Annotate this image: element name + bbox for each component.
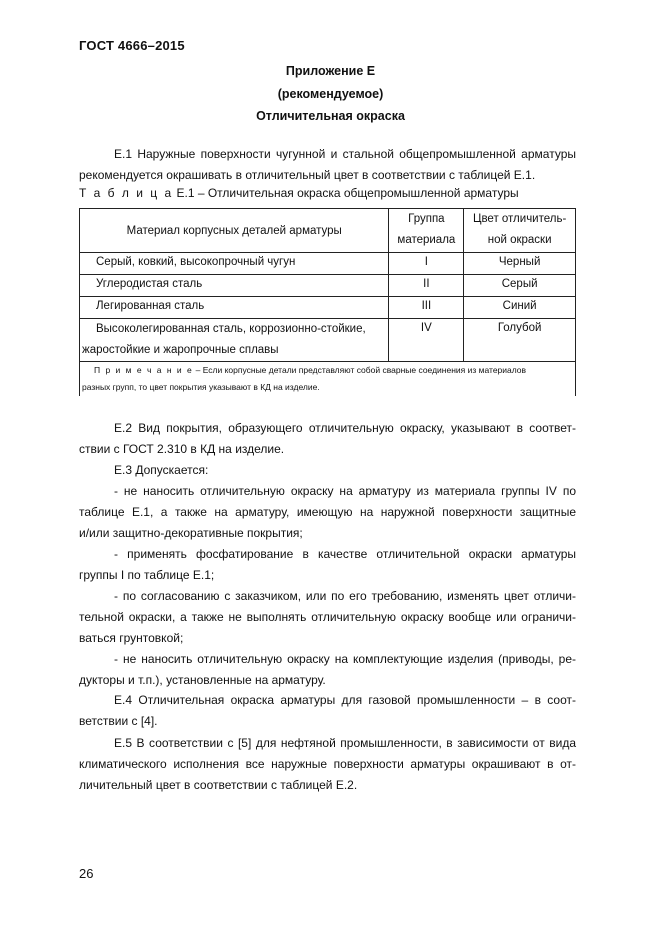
cell-group: III: [389, 297, 464, 319]
cell-material-line1: Высоколегированная сталь, коррозионно-стойкие,: [96, 323, 366, 335]
table-row: [80, 253, 576, 275]
bullet-line: - применять фосфатирование в качестве отличительной окраски арматуры: [114, 547, 576, 561]
paragraph-line: климатического исполнения все наружные поверхности арматуры окрашивают в от-: [79, 757, 576, 771]
note-line1: [82, 362, 571, 379]
bullet-line: группы I по таблице Е.1;: [79, 568, 215, 582]
table-header-row: [80, 209, 576, 253]
header-group-line2: материала: [397, 234, 456, 246]
paragraph-line: личительный цвет в соответствии с таблицей Е.2.: [79, 778, 358, 792]
header-group-line1: Группа: [408, 213, 445, 225]
appendix-subject: Отличительная окраска: [256, 109, 405, 123]
table-note: [80, 362, 576, 397]
cell-material: Серый, ковкий, высокопрочный чугун: [80, 253, 389, 275]
bullet-line: дукторы и т.п.), установленные на арматуру.: [79, 673, 326, 687]
table-caption-text: Е.1 – Отличительная окраска общепромышленной арматуры: [176, 186, 519, 200]
paragraph-line: Е.1 Наружные поверхности чугунной и стальной общепромышленной арматуры: [114, 147, 576, 161]
table-note-row: [80, 362, 576, 397]
cell-material-line2: жаростойкие и жаропрочные сплавы: [82, 344, 279, 356]
paragraph-line: ветствии с [4].: [79, 714, 158, 728]
paragraph-line: Е.3 Допускается:: [114, 463, 209, 477]
color-table: [79, 208, 576, 396]
cell-material: Углеродистая сталь: [80, 275, 389, 297]
paragraph-line: Е.4 Отличительная окраска арматуры для газовой промышленности – в соот-: [114, 693, 576, 707]
note-prefix: П р и м е ч а н и е: [94, 365, 194, 375]
cell-group: II: [389, 275, 464, 297]
cell-material: [80, 319, 389, 362]
table-caption-prefix: Т а б л и ц а: [79, 186, 174, 200]
bullet-line: - не наносить отличительную окраску на арматуру из материала группы IV по: [114, 484, 576, 498]
table-row: [80, 319, 576, 362]
bullet-line: - не наносить отличительную окраску на комплектующие изделия (приводы, ре-: [114, 652, 576, 666]
cell-color: Голубой: [464, 319, 576, 362]
paragraph-e2: [79, 418, 576, 460]
bullet-line: и/или защитно-декоративные покрытия;: [79, 526, 303, 540]
paragraph-e4: [79, 690, 576, 732]
appendix-status: (рекомендуемое): [277, 87, 384, 101]
cell-material: Легированная сталь: [80, 297, 389, 319]
paragraph-line: ствии с ГОСТ 2.310 в КД на изделие.: [79, 442, 285, 456]
note-text: – Если корпусные детали представляют собой сварные соединения из материалов: [193, 365, 527, 375]
table-row: [80, 297, 576, 319]
header-group: [389, 209, 464, 253]
paragraph-e1: [79, 144, 576, 186]
paragraph-e5: [79, 733, 576, 796]
document-code: ГОСТ 4666–2015: [79, 38, 185, 53]
paragraph-line: Е.5 В соответствии с [5] для нефтяной промышленности, в зависимости от вида: [114, 736, 576, 750]
header-material: Материал корпусных деталей арматуры: [80, 209, 389, 253]
note-line2: разных групп, то цвет покрытия указывают в КД на изделие.: [82, 382, 320, 392]
paragraph-e3: [79, 460, 576, 691]
bullet-line: ваться грунтовкой;: [79, 631, 184, 645]
page-number: 26: [79, 866, 94, 881]
appendix-title: Приложение Е: [285, 64, 376, 78]
table-row: [80, 275, 576, 297]
cell-color: Синий: [464, 297, 576, 319]
paragraph-line: Е.2 Вид покрытия, образующего отличительную окраску, указывают в соответ-: [114, 421, 576, 435]
bullet-line: тельной окраски, а также не выполнять отличительную окраску вообще или ограничи-: [79, 610, 576, 624]
header-color-line1: Цвет отличитель-: [472, 213, 567, 225]
bullet-line: - по согласованию с заказчиком, или по его требованию, изменять цвет отличи-: [114, 589, 576, 603]
cell-color: Серый: [464, 275, 576, 297]
cell-group: I: [389, 253, 464, 275]
bullet-line: таблице Е.1, а также на арматуру, имеющую на наружной поверхности защитные: [79, 505, 576, 519]
cell-group: IV: [389, 319, 464, 362]
cell-color: Черный: [464, 253, 576, 275]
header-color-line2: ной окраски: [487, 234, 552, 246]
paragraph-line: рекомендуется окрашивать в отличительный цвет в соответствии с таблицей Е.1.: [79, 168, 536, 182]
table-caption: [79, 186, 519, 200]
header-color: [464, 209, 576, 253]
